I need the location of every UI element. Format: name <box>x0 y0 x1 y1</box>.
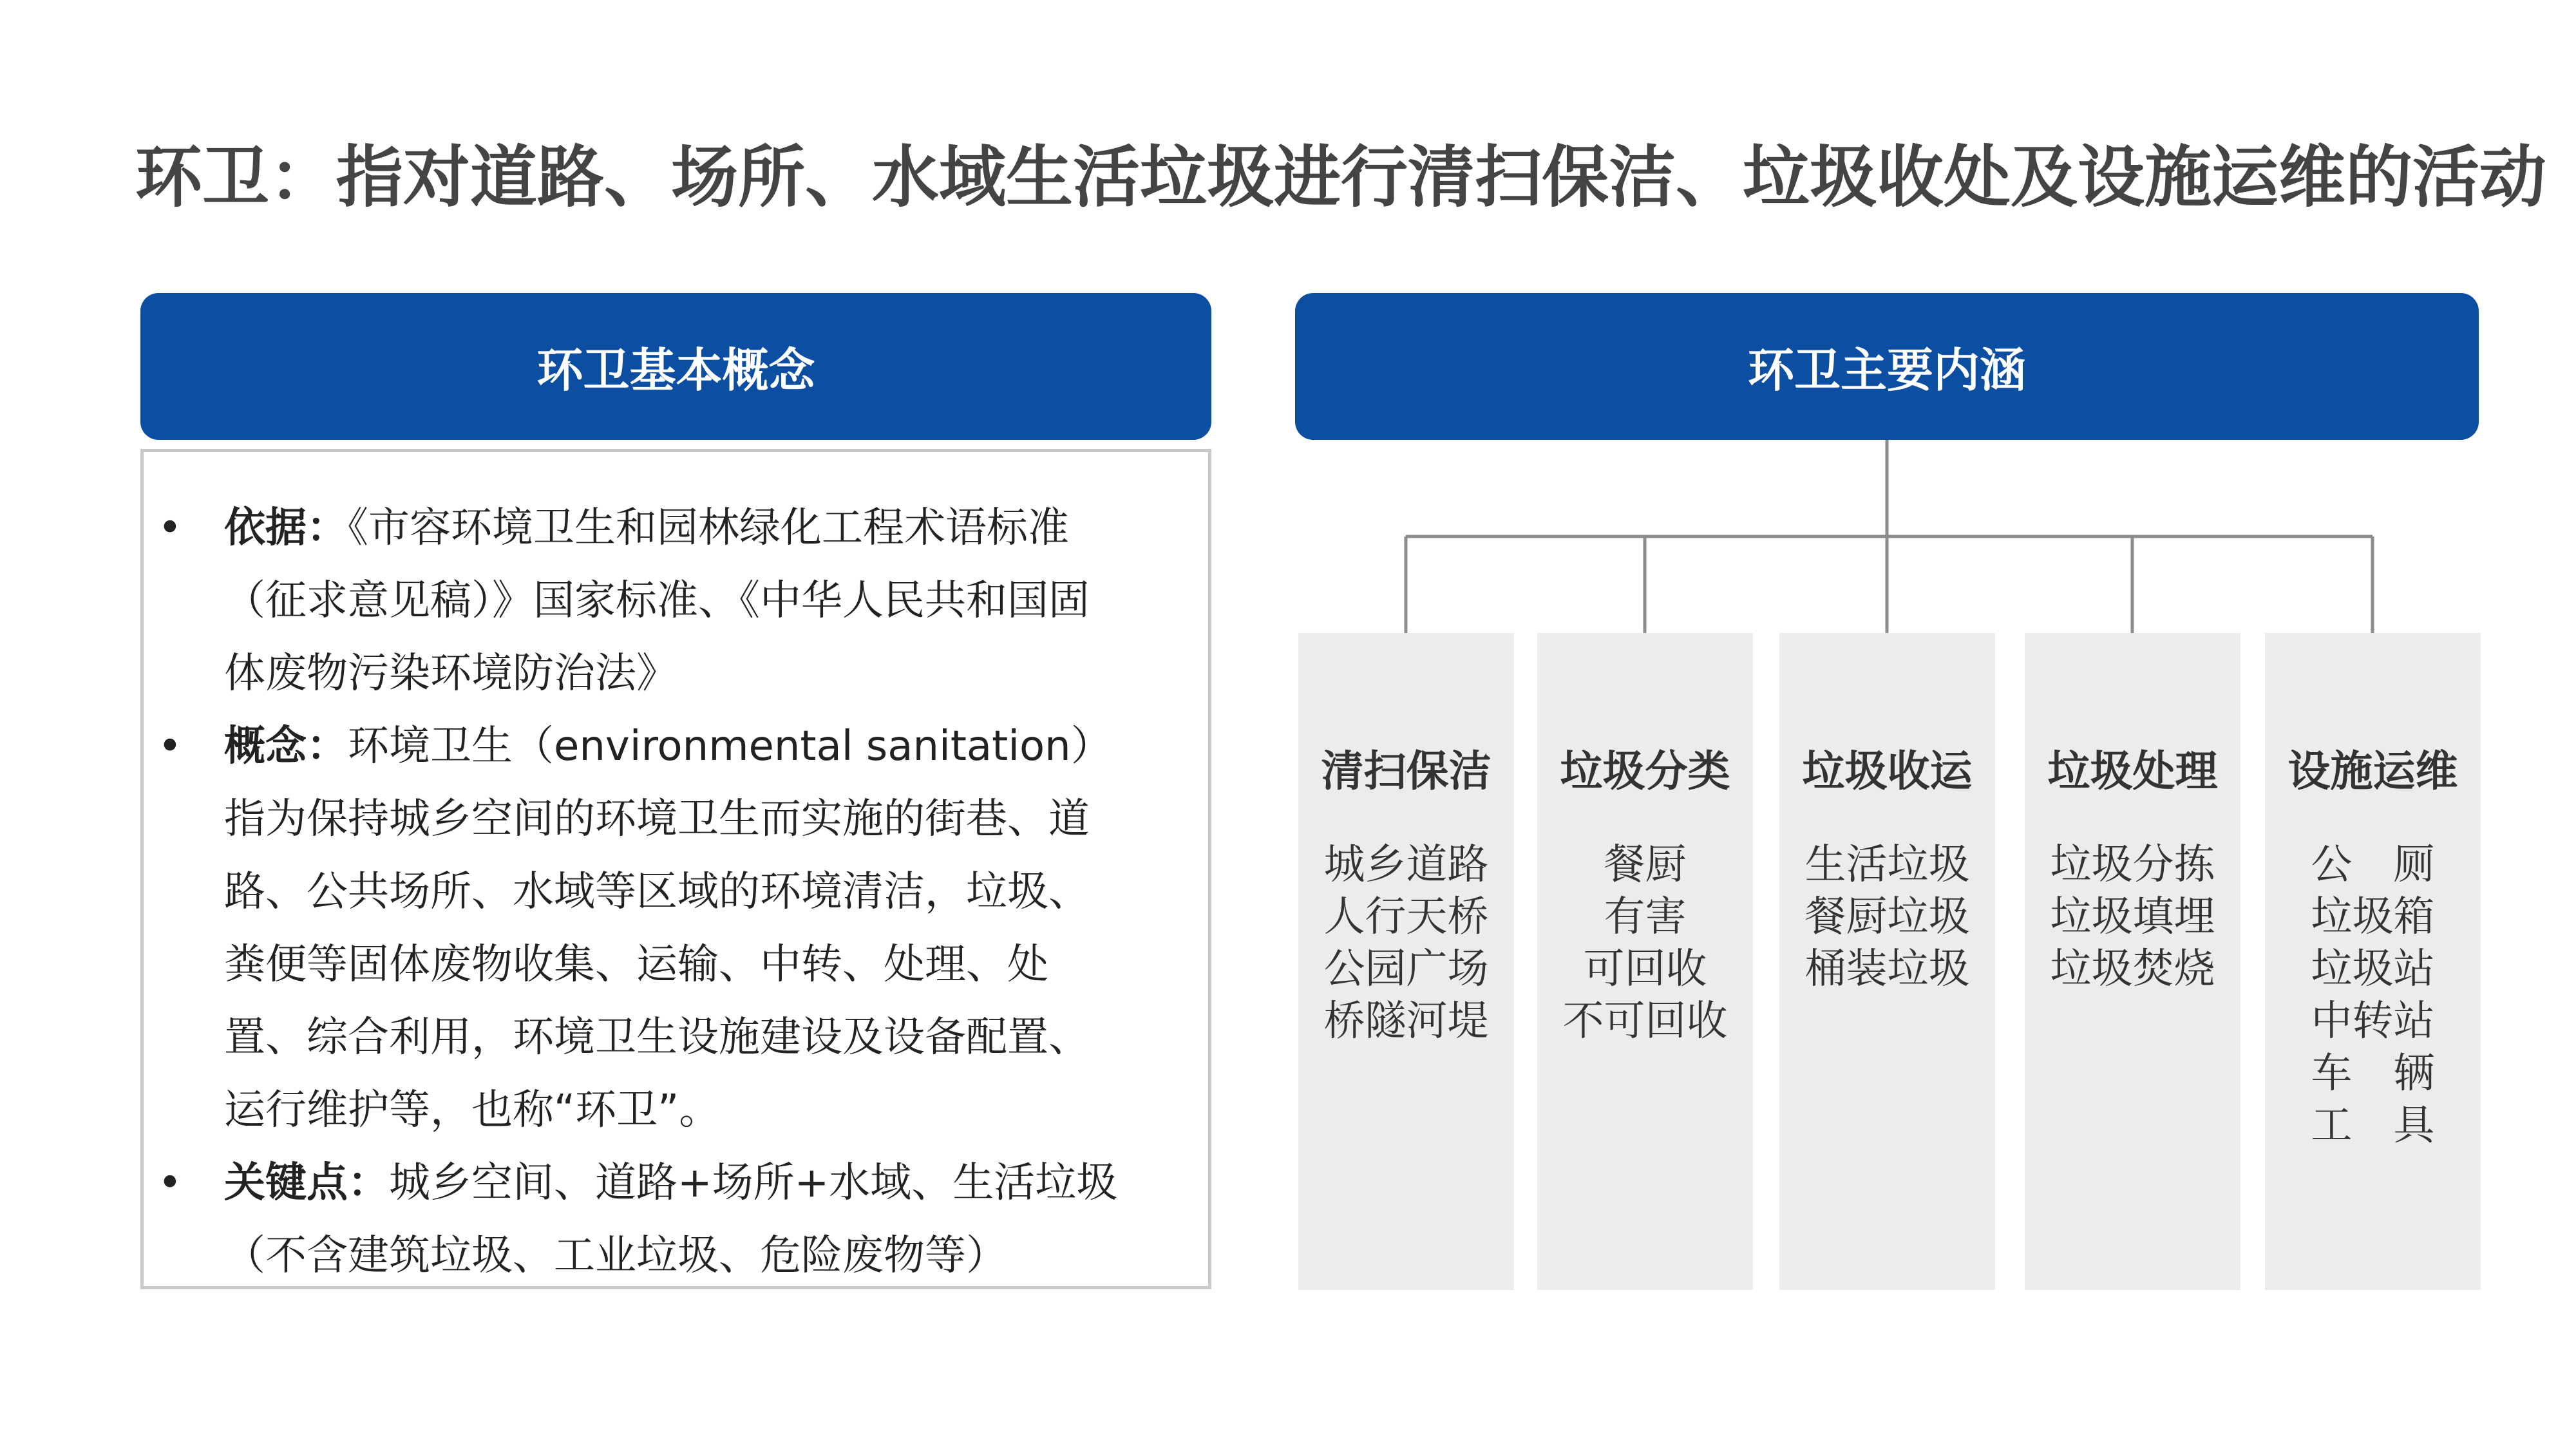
column-item: 垃圾分拣 <box>2050 841 2215 889</box>
column-item: 餐厨垃圾 <box>1804 893 1970 941</box>
concept-header: 环卫基本概念 <box>140 293 1211 440</box>
column-items <box>1537 839 1753 1048</box>
concept-item-label: 概念： <box>224 723 348 770</box>
scope-column-collection <box>1779 633 1995 1290</box>
bullet-icon: • <box>158 1159 182 1207</box>
column-item: 垃圾填埋 <box>2050 893 2215 941</box>
column-item: 不可回收 <box>1562 998 1728 1045</box>
scope-column-facilities <box>2265 633 2481 1290</box>
column-item: 垃圾箱 <box>2311 893 2435 941</box>
scope-column-treatment <box>2025 633 2240 1290</box>
column-item: 可回收 <box>1583 945 1707 993</box>
scope-header: 环卫主要内涵 <box>1295 293 2479 440</box>
column-items <box>1298 839 1514 1048</box>
column-item: 工 具 <box>2311 1102 2435 1150</box>
column-item: 桶装垃圾 <box>1804 945 1970 993</box>
column-item: 公园广场 <box>1323 945 1489 993</box>
column-item: 车 辆 <box>2311 1050 2435 1097</box>
column-item: 城乡道路 <box>1323 841 1489 889</box>
column-items <box>2025 839 2240 996</box>
column-items <box>2265 839 2481 1152</box>
column-item: 有害 <box>1604 893 1687 941</box>
column-item: 中转站 <box>2311 998 2435 1045</box>
scope-column-sorting <box>1537 633 1753 1290</box>
column-title: 清扫保洁 <box>1321 746 1492 796</box>
page-title: 环卫：指对道路、场所、水域生活垃圾进行清扫保洁、垃圾收处及设施运维的活动 <box>135 138 2547 216</box>
column-title: 垃圾分类 <box>1560 746 1730 796</box>
column-item: 人行天桥 <box>1323 893 1489 941</box>
scope-column-cleaning <box>1298 633 1514 1290</box>
concept-item-text: 环境卫生（environmental sanitation）指为保持城乡空间的环境卫生而实施的街巷、道路、公共场所、水域等区域的环境清洁，垃圾、粪便等固体废物收集、运输、中转、处理、处置、综合利用，环境卫生设施建设及设备配置、运行维护等，也称“环卫”。 <box>224 723 1112 1134</box>
column-item: 生活垃圾 <box>1804 841 1970 889</box>
column-item: 餐厨 <box>1604 841 1687 889</box>
column-item: 桥隧河堤 <box>1323 998 1489 1045</box>
column-title: 设施运维 <box>2287 746 2458 796</box>
column-item: 公 厕 <box>2311 841 2435 889</box>
bullet-icon: • <box>158 723 182 770</box>
concept-item-label: 关键点： <box>224 1159 389 1207</box>
concept-item-label: 依据： <box>224 504 348 552</box>
column-title: 垃圾处理 <box>2047 746 2218 796</box>
column-item: 垃圾站 <box>2311 945 2435 993</box>
column-title: 垃圾收运 <box>1802 746 1973 796</box>
bullet-icon: • <box>158 504 182 552</box>
concept-item-text: 城乡空间、道路+场所+水域、生活垃圾（不含建筑垃圾、工业垃圾、危险废物等） <box>224 1159 1118 1280</box>
concept-item-text: 《市容环境卫生和园林绿化工程术语标准（征求意见稿）》国家标准、《中华人民共和国固体废物污染环境防治法》 <box>224 504 1090 697</box>
column-item: 垃圾焚烧 <box>2050 945 2215 993</box>
column-items <box>1779 839 1995 996</box>
